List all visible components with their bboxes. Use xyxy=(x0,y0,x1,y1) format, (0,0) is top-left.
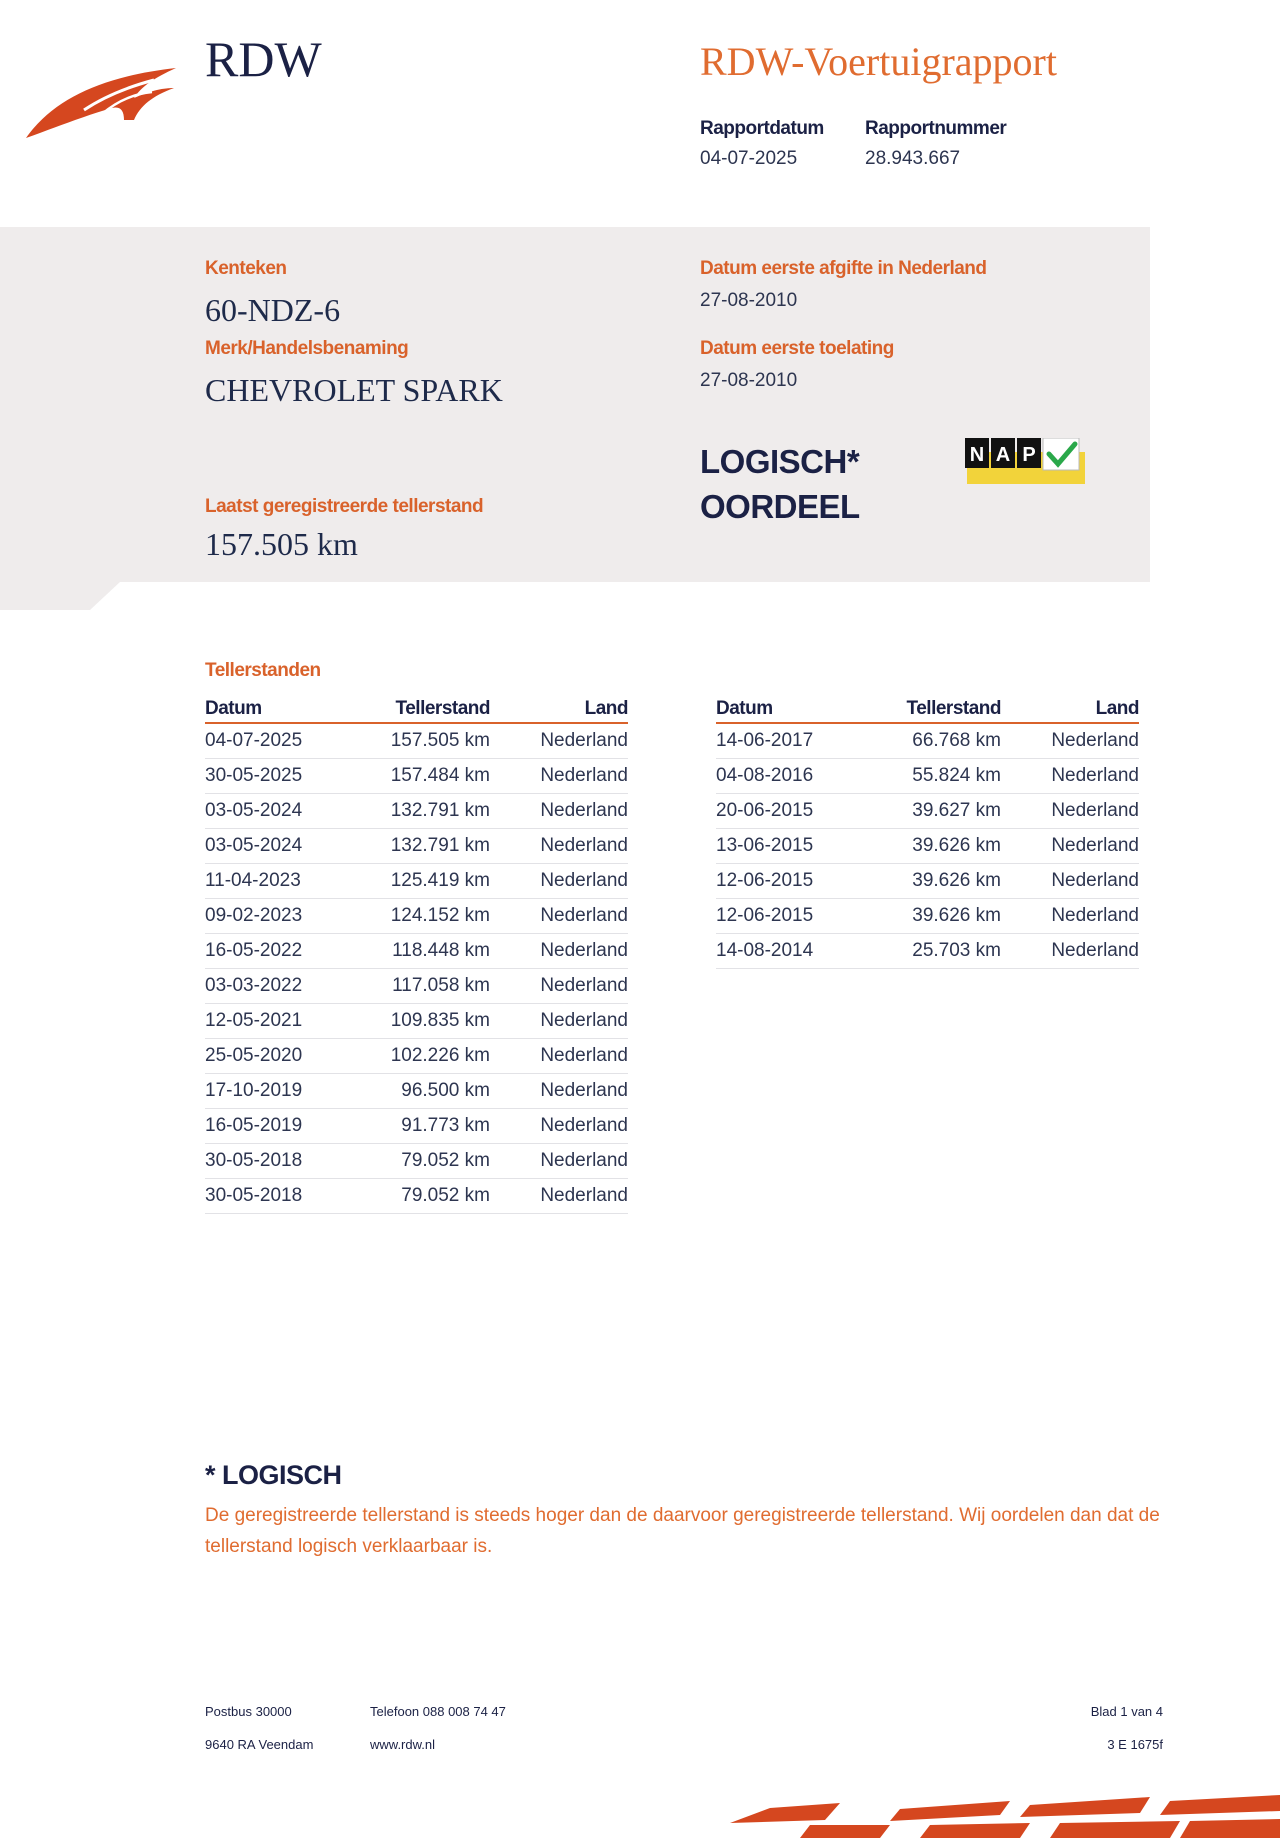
verdict-logisch: LOGISCH* xyxy=(700,443,860,480)
report-title: RDW-Voertuigrapport xyxy=(700,39,1057,84)
brand-name: RDW xyxy=(205,31,322,87)
footer-city: 9640 RA Veendam xyxy=(205,1737,314,1752)
kenteken-value: 60-NDZ-6 xyxy=(205,292,341,328)
table-row xyxy=(205,969,628,1004)
row-date: 30-05-2025 xyxy=(205,759,350,794)
row-country: Nederland xyxy=(490,759,628,794)
table-row xyxy=(205,1074,628,1109)
row-country: Nederland xyxy=(1001,899,1139,934)
row-country: Nederland xyxy=(1001,829,1139,864)
row-date: 16-05-2022 xyxy=(205,934,350,969)
row-country: Nederland xyxy=(490,1144,628,1179)
row-date: 12-06-2015 xyxy=(716,864,861,899)
table-row xyxy=(205,1144,628,1179)
row-odometer: 125.419 km xyxy=(350,864,490,899)
nap-letter-a: A xyxy=(995,444,1011,466)
table-row xyxy=(205,1179,628,1214)
footer-website: www.rdw.nl xyxy=(370,1737,436,1752)
row-country: Nederland xyxy=(490,1074,628,1109)
merk-value: CHEVROLET SPARK xyxy=(205,372,503,408)
table-header-row xyxy=(205,690,628,723)
header-land: Land xyxy=(490,690,628,723)
row-country: Nederland xyxy=(1001,864,1139,899)
row-country: Nederland xyxy=(1001,759,1139,794)
table-row xyxy=(205,829,628,864)
row-country: Nederland xyxy=(490,1109,628,1144)
row-country: Nederland xyxy=(490,864,628,899)
nap-check-icon xyxy=(965,438,1085,489)
row-date: 25-05-2020 xyxy=(205,1039,350,1074)
row-date: 11-04-2023 xyxy=(205,864,350,899)
kenteken-label: Kenteken xyxy=(205,258,287,279)
table-row xyxy=(716,899,1139,934)
row-date: 09-02-2023 xyxy=(205,899,350,934)
row-odometer: 39.626 km xyxy=(861,899,1001,934)
table-row xyxy=(205,864,628,899)
first-admission-label: Datum eerste toelating xyxy=(700,338,894,359)
row-odometer: 117.058 km xyxy=(350,969,490,1004)
row-odometer: 79.052 km xyxy=(350,1179,490,1214)
row-date: 03-05-2024 xyxy=(205,829,350,864)
table-row xyxy=(716,759,1139,794)
report-date-value: 04-07-2025 xyxy=(700,148,798,169)
row-odometer: 96.500 km xyxy=(350,1074,490,1109)
table-row xyxy=(205,1039,628,1074)
row-odometer: 39.627 km xyxy=(861,794,1001,829)
merk-label: Merk/Handelsbenaming xyxy=(205,338,409,359)
first-admission-value: 27-08-2010 xyxy=(700,370,798,391)
row-date: 14-06-2017 xyxy=(716,723,861,759)
row-date: 12-05-2021 xyxy=(205,1004,350,1039)
row-date: 14-08-2014 xyxy=(716,934,861,969)
row-country: Nederland xyxy=(1001,934,1139,969)
table-row xyxy=(205,759,628,794)
table-row xyxy=(716,934,1139,969)
nap-letter-n: N xyxy=(969,444,985,466)
last-odometer-label: Laatst geregistreerde tellerstand xyxy=(205,496,484,517)
table-row xyxy=(205,934,628,969)
table-row xyxy=(205,1109,628,1144)
row-odometer: 124.152 km xyxy=(350,899,490,934)
row-odometer: 157.484 km xyxy=(350,759,490,794)
table-row xyxy=(205,899,628,934)
report-number-label: Rapportnummer xyxy=(865,118,1007,139)
row-odometer: 132.791 km xyxy=(350,829,490,864)
row-odometer: 55.824 km xyxy=(861,759,1001,794)
row-odometer: 25.703 km xyxy=(861,934,1001,969)
header-tellerstand: Tellerstand xyxy=(861,690,1001,723)
row-country: Nederland xyxy=(1001,723,1139,759)
odometer-table-right xyxy=(716,690,1139,969)
row-odometer: 79.052 km xyxy=(350,1144,490,1179)
table-header-row xyxy=(716,690,1139,723)
row-odometer: 102.226 km xyxy=(350,1039,490,1074)
row-country: Nederland xyxy=(490,1004,628,1039)
rdw-logo-icon xyxy=(24,58,184,145)
table-row xyxy=(205,794,628,829)
row-date: 03-03-2022 xyxy=(205,969,350,1004)
vehicle-summary-panel xyxy=(0,227,1150,610)
row-odometer: 118.448 km xyxy=(350,934,490,969)
header-land: Land xyxy=(1001,690,1139,723)
row-date: 17-10-2019 xyxy=(205,1074,350,1109)
row-odometer: 157.505 km xyxy=(350,723,490,759)
row-odometer: 132.791 km xyxy=(350,794,490,829)
row-date: 20-06-2015 xyxy=(716,794,861,829)
footnote-title: * LOGISCH xyxy=(205,1460,342,1490)
table-row xyxy=(205,723,628,759)
footer-phone: Telefoon 088 008 74 47 xyxy=(370,1704,506,1719)
verdict-oordeel: OORDEEL xyxy=(700,488,860,525)
nap-letter-p: P xyxy=(1022,444,1036,466)
row-country: Nederland xyxy=(490,794,628,829)
header-datum: Datum xyxy=(716,690,861,723)
row-odometer: 39.626 km xyxy=(861,829,1001,864)
row-country: Nederland xyxy=(490,969,628,1004)
row-country: Nederland xyxy=(490,829,628,864)
header-tellerstand: Tellerstand xyxy=(350,690,490,723)
footnote-text: De geregistreerde tellerstand is steeds hoger dan de daarvoor geregistreerde tellerstand. Wij oordelen dan dat de tellerstand logisch verklaarbaar is. xyxy=(205,1505,1160,1557)
row-date: 13-06-2015 xyxy=(716,829,861,864)
odometer-table-left xyxy=(205,690,628,1214)
row-odometer: 109.835 km xyxy=(350,1004,490,1039)
row-date: 04-08-2016 xyxy=(716,759,861,794)
row-country: Nederland xyxy=(1001,794,1139,829)
footer-postbus: Postbus 30000 xyxy=(205,1704,292,1719)
row-date: 16-05-2019 xyxy=(205,1109,350,1144)
row-country: Nederland xyxy=(490,899,628,934)
header-datum: Datum xyxy=(205,690,350,723)
odometer-section-title: Tellerstanden xyxy=(205,660,321,681)
footer-page-number: Blad 1 van 4 xyxy=(1090,1704,1163,1719)
first-issue-nl-value: 27-08-2010 xyxy=(700,290,798,311)
table-row xyxy=(716,864,1139,899)
row-country: Nederland xyxy=(490,1039,628,1074)
row-country: Nederland xyxy=(490,1179,628,1214)
row-odometer: 39.626 km xyxy=(861,864,1001,899)
row-odometer: 66.768 km xyxy=(861,723,1001,759)
footer-stripes-decoration xyxy=(730,1795,1280,1843)
footer-doc-code: 3 E 1675f xyxy=(1107,1737,1163,1752)
row-odometer: 91.773 km xyxy=(350,1109,490,1144)
first-issue-nl-label: Datum eerste afgifte in Nederland xyxy=(700,258,987,279)
row-date: 30-05-2018 xyxy=(205,1179,350,1214)
last-odometer-value: 157.505 km xyxy=(205,526,358,562)
report-date-label: Rapportdatum xyxy=(700,118,824,139)
table-row xyxy=(716,794,1139,829)
row-date: 04-07-2025 xyxy=(205,723,350,759)
table-row xyxy=(716,829,1139,864)
table-row xyxy=(716,723,1139,759)
row-country: Nederland xyxy=(490,723,628,759)
report-number-value: 28.943.667 xyxy=(865,148,961,169)
row-date: 03-05-2024 xyxy=(205,794,350,829)
row-date: 30-05-2018 xyxy=(205,1144,350,1179)
table-row xyxy=(205,1004,628,1039)
row-date: 12-06-2015 xyxy=(716,899,861,934)
row-country: Nederland xyxy=(490,934,628,969)
